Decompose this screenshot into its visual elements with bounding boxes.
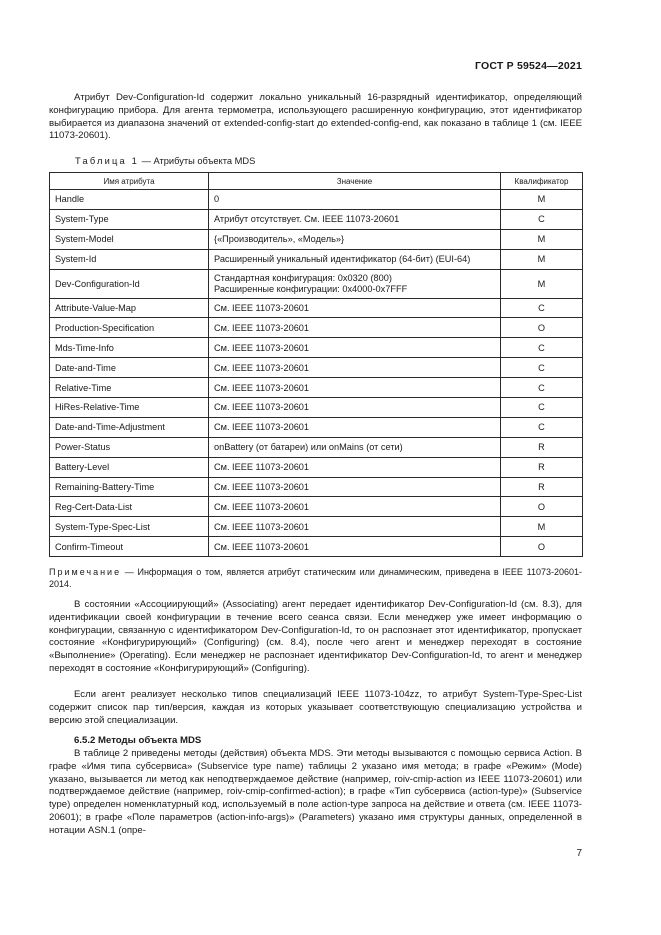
attribute-name: Battery-Level	[50, 457, 209, 477]
attribute-name: Confirm-Timeout	[50, 537, 209, 557]
attribute-name: System-Model	[50, 229, 209, 249]
note-text: — Информация о том, является атрибут статическим или динамическим, приведена в IEEE 11073-20601-2014.	[49, 567, 582, 589]
table-row	[50, 229, 583, 249]
table-row	[50, 190, 583, 210]
table-row	[50, 249, 583, 269]
section-number: 6.5.2	[74, 735, 96, 746]
table-header-row	[50, 173, 583, 190]
table-note	[49, 567, 582, 590]
attribute-name: Date-and-Time-Adjustment	[50, 417, 209, 437]
attribute-name: Reg-Cert-Data-List	[50, 497, 209, 517]
table-row	[50, 437, 583, 457]
attribute-name: Mds-Time-Info	[50, 338, 209, 358]
table-caption	[75, 156, 255, 166]
table-row	[50, 457, 583, 477]
attribute-qualifier: C	[501, 417, 583, 437]
attribute-value: Атрибут отсутствует. См. IEEE 11073-20601	[209, 209, 501, 229]
note-label: Примечание	[49, 567, 122, 577]
table-row	[50, 318, 583, 338]
attribute-name: Remaining-Battery-Time	[50, 477, 209, 497]
attribute-value: См. IEEE 11073-20601	[209, 537, 501, 557]
attribute-value: onBattery (от батареи) или onMains (от сети)	[209, 437, 501, 457]
attribute-qualifier: C	[501, 378, 583, 398]
table-row	[50, 269, 583, 298]
attribute-value	[209, 269, 501, 298]
attribute-name: Production-Specification	[50, 318, 209, 338]
attribute-qualifier: M	[501, 517, 583, 537]
attribute-value: См. IEEE 11073-20601	[209, 378, 501, 398]
attribute-qualifier: C	[501, 398, 583, 418]
attribute-qualifier: C	[501, 338, 583, 358]
attribute-qualifier: O	[501, 318, 583, 338]
attribute-qualifier: M	[501, 269, 583, 298]
table-row	[50, 537, 583, 557]
attribute-value: {«Производитель», «Модель»}	[209, 229, 501, 249]
attribute-name: Handle	[50, 190, 209, 210]
attribute-value-line: Стандартная конфигурация: 0x0320 (800)	[214, 272, 392, 283]
attribute-value: См. IEEE 11073-20601	[209, 497, 501, 517]
table-row	[50, 338, 583, 358]
table-row	[50, 358, 583, 378]
table-row	[50, 209, 583, 229]
attribute-value-line: Расширенные конфигурации: 0x4000-0x7FFF	[214, 283, 408, 294]
attribute-qualifier: R	[501, 477, 583, 497]
attribute-qualifier: O	[501, 537, 583, 557]
attribute-value: См. IEEE 11073-20601	[209, 417, 501, 437]
table-row	[50, 477, 583, 497]
attribute-qualifier: R	[501, 457, 583, 477]
attribute-name: Power-Status	[50, 437, 209, 457]
table-row	[50, 417, 583, 437]
attribute-value: См. IEEE 11073-20601	[209, 358, 501, 378]
header-value: Значение	[209, 173, 501, 190]
table-caption-text: — Атрибуты объекта MDS	[139, 156, 256, 166]
attribute-qualifier: C	[501, 358, 583, 378]
attribute-qualifier: M	[501, 190, 583, 210]
attribute-name: Dev-Configuration-Id	[50, 269, 209, 298]
attribute-name: System-Id	[50, 249, 209, 269]
attribute-qualifier: O	[501, 497, 583, 517]
attribute-value: См. IEEE 11073-20601	[209, 517, 501, 537]
standard-header: ГОСТ Р 59524—2021	[474, 60, 582, 72]
mds-attributes-table	[49, 172, 583, 557]
attribute-value: 0	[209, 190, 501, 210]
attribute-name: System-Type	[50, 209, 209, 229]
table-caption-label: Таблица 1	[75, 156, 140, 166]
methods-paragraph: В таблице 2 приведены методы (действия) объекта MDS. Эти методы вызываются с помощью сервиса Action. В графе «Имя типа субсервиса» (Subservice type name) таблицы 2 указано имя метода; в графе «Режим» (Mode) указано, вызывается ли метод как неподтверждаемое действие (например, roiv-cmip-action из IEEE 11073-20601) или подтверждаемое действие (например, roiv-cmip-confirmed-action); в графе «Тип субсервиса (action-type)» (Subservice type) определен номенклатурный код, используемый в поле action-type запроса на действие и ответа (см. IEEE 11073-20601); в графе «Поле параметров (action-info-args)» (Parameters) указано имя структуры данных, определенной в нотации ASN.1 (опре-	[49, 748, 582, 836]
table-row	[50, 378, 583, 398]
attribute-value: См. IEEE 11073-20601	[209, 477, 501, 497]
specializations-paragraph: Если агент реализует несколько типов специализаций IEEE 11073-104zz, то атрибут System-Type-Spec-List содержит список пар тип/версия, каждая из которых указывает соответствующую специализацию устройства и версию этой специализации.	[49, 689, 582, 726]
section-heading	[74, 735, 201, 746]
attribute-value: См. IEEE 11073-20601	[209, 398, 501, 418]
attribute-qualifier: R	[501, 437, 583, 457]
attribute-name: System-Type-Spec-List	[50, 517, 209, 537]
attribute-qualifier: C	[501, 209, 583, 229]
header-name: Имя атрибута	[50, 173, 209, 190]
page-number: 7	[576, 848, 582, 859]
table-row	[50, 398, 583, 418]
attribute-qualifier: C	[501, 298, 583, 318]
associating-paragraph: В состоянии «Ассоциирующий» (Associating) агент передает идентификатор Dev-Configuration-Id (см. 8.3), для идентификации своей конфигурации в течение всего сеанса связи. Если менеджер уже имеет информацию о конфигурации, связанную с идентификатором Dev-Configuration-Id, то он распознает этот идентификатор, пропускает состояние «Конфигурирующий» (Configuring) (см. 8.4), после чего агент и менеджер переходят в состояние «Выполнение» (Operating). Если менеджер не распознает идентификатор Dev-Configuration-Id, то агент и менеджер переходят в состояние «Конфигурирующий» (Configuring).	[49, 599, 582, 674]
attribute-value: Расширенный уникальный идентификатор (64-бит) (EUI-64)	[209, 249, 501, 269]
header-qualifier: Квалификатор	[501, 173, 583, 190]
attribute-value: См. IEEE 11073-20601	[209, 338, 501, 358]
attribute-name: Attribute-Value-Map	[50, 298, 209, 318]
attribute-qualifier: M	[501, 249, 583, 269]
attribute-name: Relative-Time	[50, 378, 209, 398]
attribute-value: См. IEEE 11073-20601	[209, 298, 501, 318]
intro-paragraph: Атрибут Dev-Configuration-Id содержит локально уникальный 16-разрядный идентификатор, определяющий конфигурацию прибора. Для агента термометра, использующего расширенную конфигурацию, этот идентификатор выбирается из диапазона значений от extended-config-start до extended-config-end, как показано в таблице 1 (см. IEEE 11073-20601).	[49, 92, 582, 142]
table-row	[50, 497, 583, 517]
attribute-qualifier: M	[501, 229, 583, 249]
section-title: Методы объекта MDS	[98, 735, 202, 746]
attribute-value: См. IEEE 11073-20601	[209, 457, 501, 477]
attribute-name: Date-and-Time	[50, 358, 209, 378]
table-row	[50, 298, 583, 318]
table-row	[50, 517, 583, 537]
attribute-value: См. IEEE 11073-20601	[209, 318, 501, 338]
attribute-name: HiRes-Relative-Time	[50, 398, 209, 418]
